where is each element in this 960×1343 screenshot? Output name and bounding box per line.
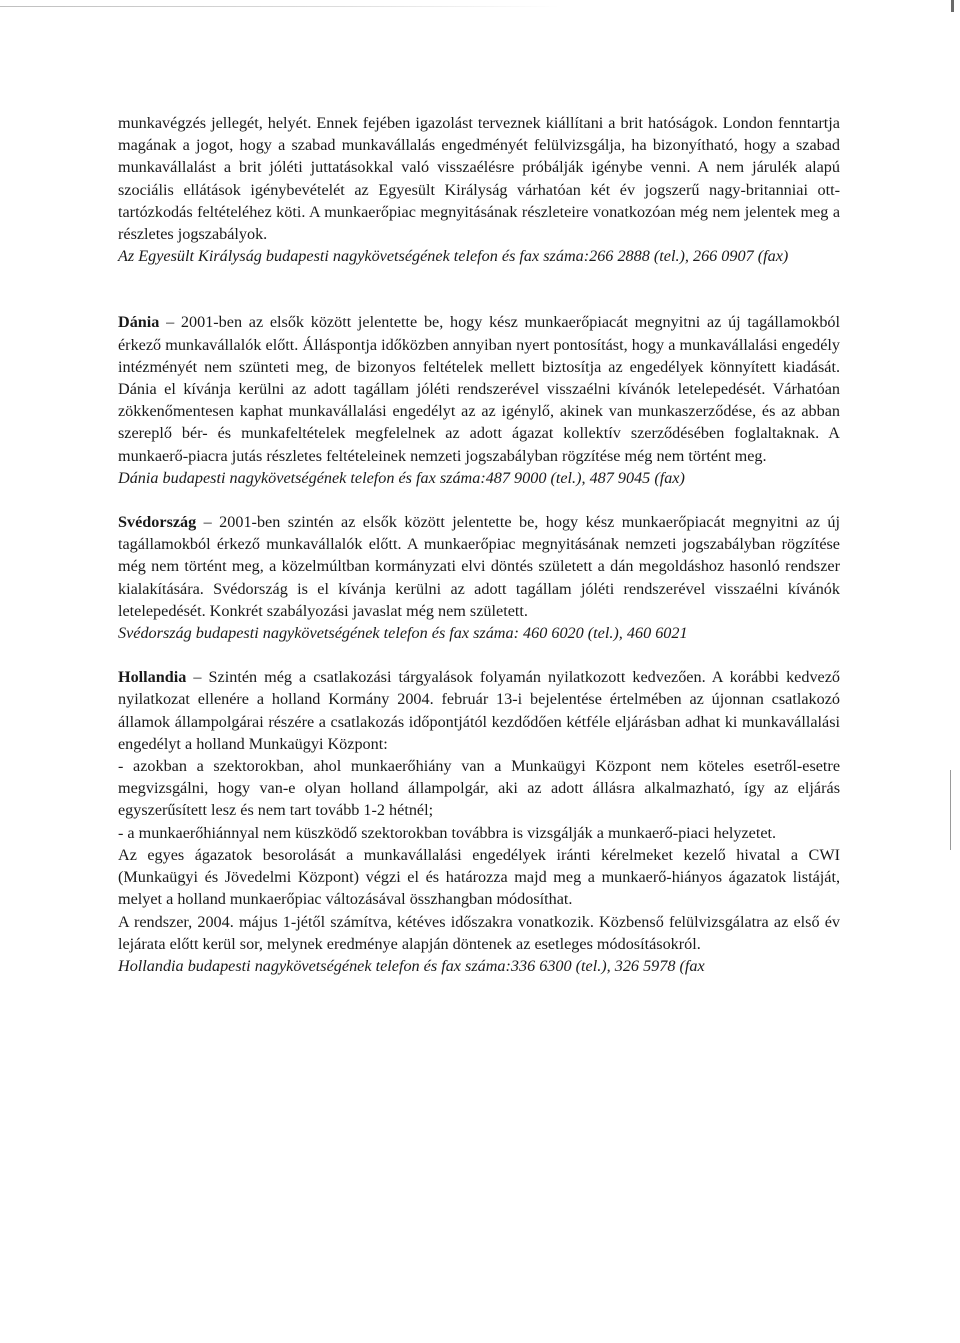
section-gap — [118, 489, 840, 511]
denmark-text: – 2001-ben az elsők között jelentette be, hogy kész munkaerőpiacát megnyitni az új tagállamokból érkező munkavállalók előtt. Álláspontja időközben annyiban nyert pontosítást, hogy a munkavállalási engedély intézményét nem szünteti meg, de bizonyos feltételek mellett biztosítja az engedélyek könnyített kiadását. Dánia el kívánja kerülni az adott tagállam jóléti rendszerével visszaélni kívánók letelepedését. Várhatóan zökkenőmentesen kaphat munkavállalási engedélyt az az igénylő, akinek van munkaszerződése, és az abban szereplő bér- és munkafeltételek megfelelnek az adott ágazat kollektív szerződésében foglaltaknak. A munkaerő-piacra jutás részletes feltételeinek nemzeti jogszabályban rögzítése még nem történt meg. — [118, 313, 840, 465]
netherlands-paragraph — [118, 666, 840, 755]
denmark-paragraph — [118, 311, 840, 466]
scan-artifact-corner — [951, 0, 954, 12]
sweden-paragraph — [118, 511, 840, 622]
netherlands-cwi-paragraph: Az egyes ágazatok besorolását a munkavállalási engedélyek iránti kérelmeket kezelő hivatal a CWI (Munkaügyi és Jövedelmi Központ) végzi el és határozza majd meg a munkaerő-hiányos ágazatok listáját, melyet a holland munkaerőpiac változásával összhangban módosíthat. — [118, 845, 840, 909]
netherlands-embassy-contact: Hollandia budapesti nagykövetségének telefon és fax száma:336 6300 (tel.), 326 5978 (fax — [118, 956, 705, 975]
section-gap — [118, 267, 840, 289]
section-gap — [118, 644, 840, 666]
scan-artifact-top — [0, 6, 560, 7]
sweden-text: – 2001-ben szintén az elsők között jelentette be, hogy kész munkaerőpiacát megnyitni az új tagállamokból érkező munkavállalók előtt. A munkaerőpiac megnyitásának nemzeti jogszabályban rögzítése még nem történt meg, a közelmúltban kormányzati elvi döntés született a dán megoldáshoz hasonló rendszer kialakítására. Svédország is el kívánja kerülni az adott tagállam jóléti rendszerével visszaélni kívánók letelepedését. Konkrét szabályozási javaslat még nem született. — [118, 513, 840, 620]
netherlands-heading: Hollandia — [118, 668, 187, 687]
section-gap — [118, 289, 840, 311]
uk-paragraph: munkavégzés jellegét, helyét. Ennek fejében igazolást terveznek kiállítani a brit hatóságok. London fenntartja magának a jogot, hogy a szabad munkavállalás engedményét felülvizsgálja, ha bizonyítható, hogy a szabad munkavállalást a brit jóléti juttatásokkal való visszaélésre próbálják igénybe venni. A nem járulék alapú szociális ellátások igénybevételét az Egyesült Királyság várhatóan két év jogszerű nagy-britanniai ott-tartózkodás feltételéhez köti. A munkaerőpiac megnyitásának részleteire vonatkozóan még nem jelentek meg a részletes jogszabályok. — [118, 114, 840, 244]
denmark-heading: Dánia — [118, 313, 160, 332]
scan-artifact-margin — [950, 770, 951, 850]
sweden-embassy-contact: Svédország budapesti nagykövetségének telefon és fax száma: 460 6020 (tel.), 460 6021 — [118, 624, 688, 643]
netherlands-bullet-no-shortage: - a munkaerőhiánnyal nem küszködő szektorokban továbbra is vizsgálják a munkaerő-piaci helyzetet. — [118, 823, 777, 842]
netherlands-text: – Szintén még a csatlakozási tárgyalások folyamán nyilatkozott kedvezően. A korábbi kedvező nyilatkozat ellenére a holland Kormány 2004. február 13-i bejelentése értelmében az újonnan csatlakozó államok állampolgárai részére a csatlakozás időpontjától kezdődően kétféle eljárásban adhat ki munkavállalási engedélyt a holland Munkaügyi Központ: — [118, 668, 840, 753]
uk-embassy-contact: Az Egyesült Királyság budapesti nagykövetségének telefon és fax száma:266 2888 (tel.), 266 0907 (fax) — [118, 247, 789, 266]
document-page — [118, 112, 840, 977]
denmark-embassy-contact: Dánia budapesti nagykövetségének telefon és fax száma:487 9000 (tel.), 487 9045 (fax) — [118, 468, 685, 487]
sweden-heading: Svédország — [118, 513, 197, 532]
netherlands-system-paragraph: A rendszer, 2004. május 1-jétől számítva, kétéves időszakra vonatkozik. Közbenső felülvizsgálatra az első év lejárata előtt kerül sor, melynek eredménye alapján döntenek az esetleges módosításokról. — [118, 912, 840, 953]
netherlands-bullet-shortage: - azokban a szektorokban, ahol munkaerőhiány van a Munkaügyi Központ nem köteles esetről-esetre megvizsgálni, hogy van-e olyan holland állampolgár, aki az adott állásra alkalmazható, így az eljárás egyszerűsített lesz és nem tart tovább 1-2 hétnél; — [118, 757, 840, 820]
